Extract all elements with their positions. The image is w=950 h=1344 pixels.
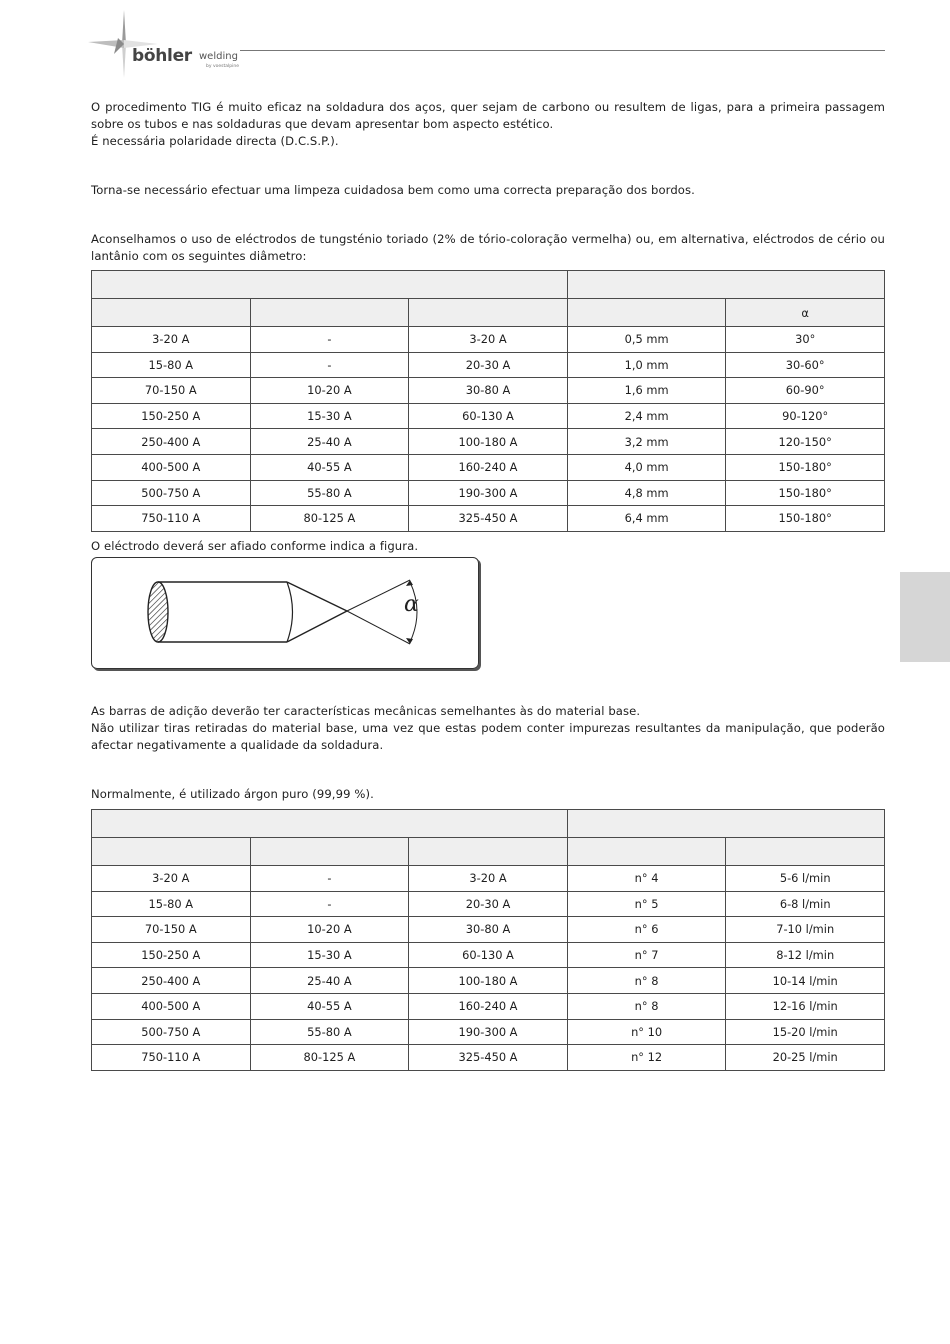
table-cell: - — [250, 327, 409, 353]
electrode-paragraph: Aconselhamos o uso de eléctrodos de tungsténio toriado (2% de tório-coloração vermelha) ou, em alternativa, eléctrodos de cério ou lantânio com os seguintes diâmetro: — [91, 232, 885, 263]
table-row — [92, 480, 885, 506]
table-row — [92, 891, 885, 917]
gas-table — [91, 809, 885, 1071]
table-cell: - — [250, 352, 409, 378]
table-header-cell — [92, 838, 251, 866]
logo-star-icon — [88, 8, 248, 80]
table-row — [92, 454, 885, 480]
alpha-header-cell: α — [726, 299, 885, 327]
table-cell: 15-20 l/min — [726, 1019, 885, 1045]
table-cell: 20-30 A — [409, 352, 568, 378]
intro-paragraph — [91, 99, 885, 150]
table-cell: 2,4 mm — [567, 403, 726, 429]
table-cell: 6,4 mm — [567, 506, 726, 532]
table-cell: 80-125 A — [250, 1045, 409, 1071]
table-cell: 15-30 A — [250, 403, 409, 429]
table-subheader-row — [92, 838, 885, 866]
table-cell: 0,5 mm — [567, 327, 726, 353]
table-row — [92, 429, 885, 455]
table-row — [92, 993, 885, 1019]
intro-line-1: O procedimento TIG é muito eficaz na soldadura dos aços, quer sejam de carbono ou resultem de ligas, para a primeira passagem sobre os tubos e nas soldaduras que devam apresentar bom aspecto estético. — [91, 100, 885, 131]
table-row — [92, 378, 885, 404]
table-cell: 1,6 mm — [567, 378, 726, 404]
filler-paragraph — [91, 703, 885, 754]
table-cell: 40-55 A — [250, 993, 409, 1019]
table-cell: 4,8 mm — [567, 480, 726, 506]
cleaning-paragraph: Torna-se necessário efectuar uma limpeza cuidadosa bem como uma correcta preparação dos bordos. — [91, 183, 695, 197]
table-cell: 400-500 A — [92, 454, 251, 480]
table-cell: 100-180 A — [409, 429, 568, 455]
table-cell: 60-130 A — [409, 403, 568, 429]
table-cell: 1,0 mm — [567, 352, 726, 378]
table-cell: 190-300 A — [409, 480, 568, 506]
table-cell: 60-130 A — [409, 942, 568, 968]
table-cell: 3-20 A — [92, 327, 251, 353]
table-cell: 8-12 l/min — [726, 942, 885, 968]
table-header-cell — [92, 271, 568, 299]
table-cell: 30-80 A — [409, 378, 568, 404]
table-cell: 30° — [726, 327, 885, 353]
table-cell: 3-20 A — [92, 866, 251, 892]
table-header-cell — [567, 299, 726, 327]
table-cell: 60-90° — [726, 378, 885, 404]
table-cell: n° 5 — [567, 891, 726, 917]
table-header-cell — [409, 299, 568, 327]
table-header-cell — [409, 838, 568, 866]
table-cell: 150-250 A — [92, 403, 251, 429]
table-cell: n° 12 — [567, 1045, 726, 1071]
table-cell: n° 10 — [567, 1019, 726, 1045]
table-cell: 20-25 l/min — [726, 1045, 885, 1071]
table-cell: 250-400 A — [92, 968, 251, 994]
intro-line-2: É necessária polaridade directa (D.C.S.P.). — [91, 134, 339, 148]
table-row — [92, 1045, 885, 1071]
bohler-welding-logo — [88, 8, 248, 80]
table-cell: 20-30 A — [409, 891, 568, 917]
table-cell: 120-150° — [726, 429, 885, 455]
table-cell: 4,0 mm — [567, 454, 726, 480]
table-header-cell — [567, 838, 726, 866]
table-header-row — [92, 810, 885, 838]
table-cell: 55-80 A — [250, 1019, 409, 1045]
table-cell: 90-120° — [726, 403, 885, 429]
table-cell: 500-750 A — [92, 1019, 251, 1045]
filler-line-2: Não utilizar tiras retiradas do material base, uma vez que estas podem conter impurezas resultantes da manipulação, que poderão afectar negativamente a qualidade da soldadura. — [91, 721, 885, 752]
table-cell: 500-750 A — [92, 480, 251, 506]
table-cell: 750-110 A — [92, 506, 251, 532]
table-cell: n° 8 — [567, 968, 726, 994]
table-cell: 12-16 l/min — [726, 993, 885, 1019]
table-cell: 325-450 A — [409, 1045, 568, 1071]
table-row — [92, 506, 885, 532]
table-cell: 10-20 A — [250, 378, 409, 404]
table-row — [92, 917, 885, 943]
table-cell: 30-60° — [726, 352, 885, 378]
header-divider — [240, 50, 885, 51]
table-cell: 25-40 A — [250, 429, 409, 455]
table-cell: n° 4 — [567, 866, 726, 892]
table-cell: 55-80 A — [250, 480, 409, 506]
gas-paragraph: Normalmente, é utilizado árgon puro (99,99 %). — [91, 787, 374, 801]
table-cell: 400-500 A — [92, 993, 251, 1019]
figure-caption: O eléctrodo deverá ser afiado conforme indica a figura. — [91, 539, 419, 553]
sharpened-electrode-icon — [92, 558, 478, 668]
table-row — [92, 403, 885, 429]
table-cell: 10-14 l/min — [726, 968, 885, 994]
electrode-table — [91, 270, 885, 532]
table-header-cell — [92, 810, 568, 838]
table-header-cell — [250, 299, 409, 327]
table-cell: 6-8 l/min — [726, 891, 885, 917]
table-row — [92, 327, 885, 353]
table-cell: 70-150 A — [92, 378, 251, 404]
table-cell: 5-6 l/min — [726, 866, 885, 892]
table-cell: 150-180° — [726, 454, 885, 480]
table-cell: 160-240 A — [409, 454, 568, 480]
table-row — [92, 942, 885, 968]
table-cell: - — [250, 891, 409, 917]
table-subheader-row — [92, 299, 885, 327]
table-cell: 80-125 A — [250, 506, 409, 532]
table-cell: 750-110 A — [92, 1045, 251, 1071]
table-cell: 160-240 A — [409, 993, 568, 1019]
table-cell: n° 6 — [567, 917, 726, 943]
table-cell: 7-10 l/min — [726, 917, 885, 943]
table-cell: 70-150 A — [92, 917, 251, 943]
table-cell: 3-20 A — [409, 327, 568, 353]
table-cell: n° 8 — [567, 993, 726, 1019]
alpha-angle-label: α — [404, 592, 419, 617]
table-header-row — [92, 271, 885, 299]
logo-product: welding — [199, 51, 238, 62]
table-cell: 250-400 A — [92, 429, 251, 455]
table-row — [92, 1019, 885, 1045]
table-cell: 325-450 A — [409, 506, 568, 532]
table-row — [92, 352, 885, 378]
table-row — [92, 968, 885, 994]
table-cell: 3,2 mm — [567, 429, 726, 455]
table-cell: - — [250, 866, 409, 892]
table-cell: 190-300 A — [409, 1019, 568, 1045]
table-row — [92, 866, 885, 892]
table-cell: 30-80 A — [409, 917, 568, 943]
table-cell: 150-180° — [726, 506, 885, 532]
table-cell: 3-20 A — [409, 866, 568, 892]
table-cell: 15-80 A — [92, 352, 251, 378]
table-cell: n° 7 — [567, 942, 726, 968]
table-header-cell — [250, 838, 409, 866]
logo-tagline: by voestalpine — [206, 64, 239, 69]
table-header-cell — [92, 299, 251, 327]
table-header-cell — [726, 838, 885, 866]
table-cell: 40-55 A — [250, 454, 409, 480]
logo-brand-name: böhler — [132, 46, 192, 66]
filler-line-1: As barras de adição deverão ter características mecânicas semelhantes às do material base. — [91, 704, 641, 718]
page-side-tab — [900, 572, 950, 662]
table-header-cell — [567, 810, 884, 838]
table-cell: 15-30 A — [250, 942, 409, 968]
table-cell: 150-250 A — [92, 942, 251, 968]
table-cell: 10-20 A — [250, 917, 409, 943]
table-cell: 100-180 A — [409, 968, 568, 994]
electrode-figure — [91, 557, 479, 669]
table-cell: 15-80 A — [92, 891, 251, 917]
table-cell: 150-180° — [726, 480, 885, 506]
table-header-cell — [567, 271, 884, 299]
table-cell: 25-40 A — [250, 968, 409, 994]
